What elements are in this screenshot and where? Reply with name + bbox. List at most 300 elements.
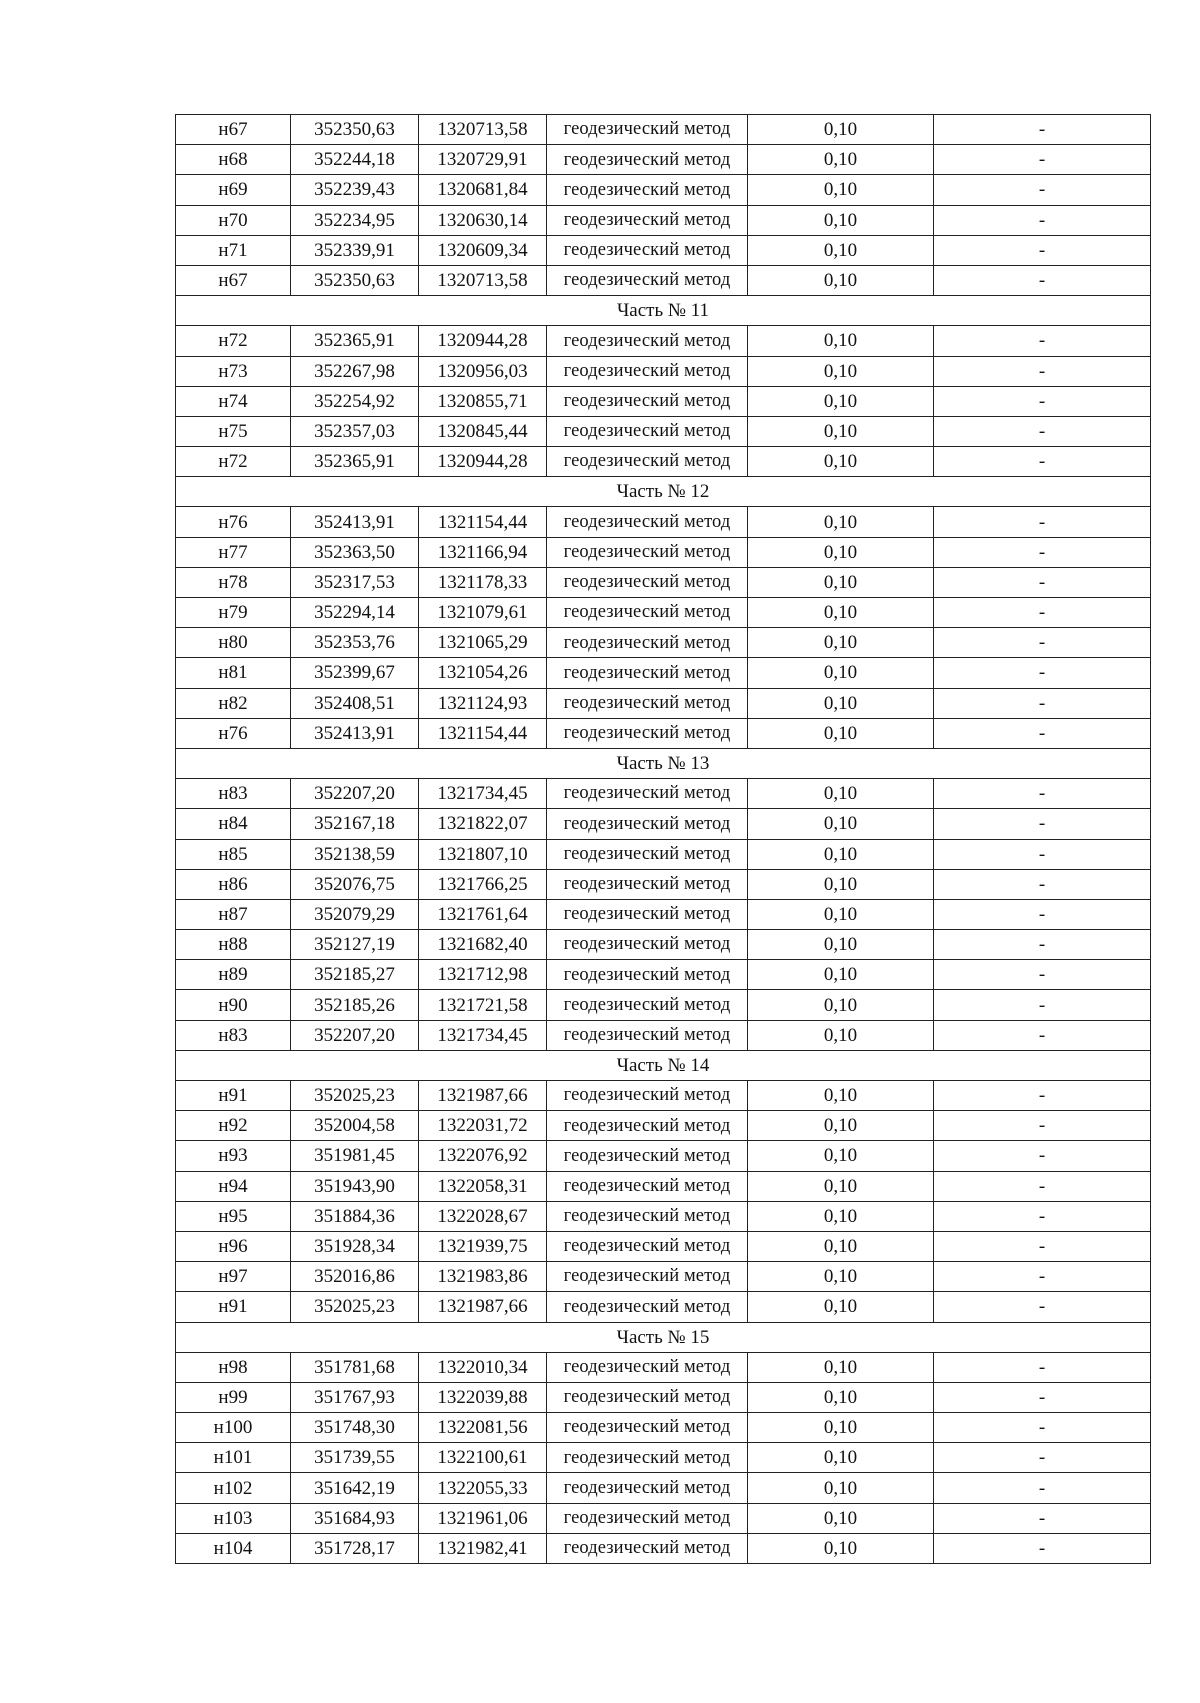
- determination-method-cell: геодезический метод: [547, 145, 748, 175]
- determination-method-cell: геодезический метод: [547, 869, 748, 899]
- determination-method-cell: геодезический метод: [547, 1081, 748, 1111]
- determination-method-cell: геодезический метод: [547, 658, 748, 688]
- x-coordinate-cell: 352185,27: [291, 960, 419, 990]
- point-number-cell: н77: [176, 537, 291, 567]
- point-number-cell: н72: [176, 447, 291, 477]
- point-number-cell: н90: [176, 990, 291, 1020]
- y-coordinate-cell: 1321766,25: [419, 869, 547, 899]
- point-number-cell: н72: [176, 326, 291, 356]
- x-coordinate-cell: 352357,03: [291, 416, 419, 446]
- table-row: [176, 205, 1151, 235]
- y-coordinate-cell: 1320713,58: [419, 265, 547, 295]
- point-number-cell: н91: [176, 1081, 291, 1111]
- table-row: [176, 175, 1151, 205]
- determination-method-cell: геодезический метод: [547, 416, 748, 446]
- point-number-cell: н71: [176, 235, 291, 265]
- determination-method-cell: геодезический метод: [547, 235, 748, 265]
- determination-method-cell: геодезический метод: [547, 930, 748, 960]
- x-coordinate-cell: 352413,91: [291, 507, 419, 537]
- y-coordinate-cell: 1321712,98: [419, 960, 547, 990]
- accuracy-cell: 0,10: [748, 1413, 934, 1443]
- point-description-cell: -: [934, 175, 1151, 205]
- y-coordinate-cell: 1320845,44: [419, 416, 547, 446]
- y-coordinate-cell: 1320944,28: [419, 326, 547, 356]
- table-row: [176, 1292, 1151, 1322]
- x-coordinate-cell: 352185,26: [291, 990, 419, 1020]
- determination-method-cell: геодезический метод: [547, 1231, 748, 1261]
- determination-method-cell: геодезический метод: [547, 356, 748, 386]
- y-coordinate-cell: 1321166,94: [419, 537, 547, 567]
- x-coordinate-cell: 352350,63: [291, 265, 419, 295]
- point-description-cell: -: [934, 1382, 1151, 1412]
- determination-method-cell: геодезический метод: [547, 507, 748, 537]
- table-row: [176, 567, 1151, 597]
- table-row: [176, 1201, 1151, 1231]
- x-coordinate-cell: 351928,34: [291, 1231, 419, 1261]
- accuracy-cell: 0,10: [748, 1292, 934, 1322]
- point-number-cell: н92: [176, 1111, 291, 1141]
- determination-method-cell: геодезический метод: [547, 205, 748, 235]
- point-number-cell: н100: [176, 1413, 291, 1443]
- determination-method-cell: геодезический метод: [547, 326, 748, 356]
- accuracy-cell: 0,10: [748, 1503, 934, 1533]
- table-row: [176, 265, 1151, 295]
- point-description-cell: -: [934, 598, 1151, 628]
- x-coordinate-cell: 352363,50: [291, 537, 419, 567]
- accuracy-cell: 0,10: [748, 960, 934, 990]
- determination-method-cell: геодезический метод: [547, 1141, 748, 1171]
- y-coordinate-cell: 1321721,58: [419, 990, 547, 1020]
- point-description-cell: -: [934, 145, 1151, 175]
- y-coordinate-cell: 1320855,71: [419, 386, 547, 416]
- point-description-cell: -: [934, 628, 1151, 658]
- accuracy-cell: 0,10: [748, 326, 934, 356]
- accuracy-cell: 0,10: [748, 416, 934, 446]
- point-number-cell: н89: [176, 960, 291, 990]
- determination-method-cell: геодезический метод: [547, 265, 748, 295]
- part-header-row: [176, 477, 1151, 507]
- accuracy-cell: 0,10: [748, 1533, 934, 1563]
- point-description-cell: -: [934, 899, 1151, 929]
- point-description-cell: -: [934, 265, 1151, 295]
- table-row: [176, 809, 1151, 839]
- x-coordinate-cell: 351748,30: [291, 1413, 419, 1443]
- part-title: Часть № 15: [176, 1322, 1151, 1352]
- point-number-cell: н84: [176, 809, 291, 839]
- y-coordinate-cell: 1321682,40: [419, 930, 547, 960]
- y-coordinate-cell: 1322010,34: [419, 1352, 547, 1382]
- y-coordinate-cell: 1320609,34: [419, 235, 547, 265]
- point-description-cell: -: [934, 235, 1151, 265]
- table-row: [176, 235, 1151, 265]
- y-coordinate-cell: 1321983,86: [419, 1262, 547, 1292]
- point-number-cell: н82: [176, 688, 291, 718]
- point-number-cell: н102: [176, 1473, 291, 1503]
- determination-method-cell: геодезический метод: [547, 1503, 748, 1533]
- accuracy-cell: 0,10: [748, 1141, 934, 1171]
- x-coordinate-cell: 352239,43: [291, 175, 419, 205]
- accuracy-cell: 0,10: [748, 1382, 934, 1412]
- y-coordinate-cell: 1321154,44: [419, 718, 547, 748]
- determination-method-cell: геодезический метод: [547, 899, 748, 929]
- point-description-cell: -: [934, 839, 1151, 869]
- y-coordinate-cell: 1322100,61: [419, 1443, 547, 1473]
- accuracy-cell: 0,10: [748, 145, 934, 175]
- x-coordinate-cell: 352408,51: [291, 688, 419, 718]
- accuracy-cell: 0,10: [748, 718, 934, 748]
- point-number-cell: н96: [176, 1231, 291, 1261]
- determination-method-cell: геодезический метод: [547, 1352, 748, 1382]
- table-row: [176, 839, 1151, 869]
- y-coordinate-cell: 1321987,66: [419, 1292, 547, 1322]
- y-coordinate-cell: 1322055,33: [419, 1473, 547, 1503]
- x-coordinate-cell: 352079,29: [291, 899, 419, 929]
- accuracy-cell: 0,10: [748, 386, 934, 416]
- y-coordinate-cell: 1322028,67: [419, 1201, 547, 1231]
- determination-method-cell: геодезический метод: [547, 1382, 748, 1412]
- y-coordinate-cell: 1322039,88: [419, 1382, 547, 1412]
- y-coordinate-cell: 1320713,58: [419, 115, 547, 145]
- determination-method-cell: геодезический метод: [547, 688, 748, 718]
- accuracy-cell: 0,10: [748, 1473, 934, 1503]
- accuracy-cell: 0,10: [748, 1111, 934, 1141]
- determination-method-cell: геодезический метод: [547, 386, 748, 416]
- table-row: [176, 1473, 1151, 1503]
- point-description-cell: -: [934, 447, 1151, 477]
- accuracy-cell: 0,10: [748, 628, 934, 658]
- x-coordinate-cell: 351943,90: [291, 1171, 419, 1201]
- x-coordinate-cell: 352317,53: [291, 567, 419, 597]
- table-row: [176, 1141, 1151, 1171]
- x-coordinate-cell: 352365,91: [291, 447, 419, 477]
- x-coordinate-cell: 352016,86: [291, 1262, 419, 1292]
- determination-method-cell: геодезический метод: [547, 537, 748, 567]
- y-coordinate-cell: 1321734,45: [419, 779, 547, 809]
- point-description-cell: -: [934, 1443, 1151, 1473]
- table-row: [176, 1020, 1151, 1050]
- table-row: [176, 1171, 1151, 1201]
- point-description-cell: -: [934, 1111, 1151, 1141]
- point-description-cell: -: [934, 1533, 1151, 1563]
- determination-method-cell: геодезический метод: [547, 175, 748, 205]
- y-coordinate-cell: 1320729,91: [419, 145, 547, 175]
- table-row: [176, 1413, 1151, 1443]
- y-coordinate-cell: 1321982,41: [419, 1533, 547, 1563]
- point-number-cell: н85: [176, 839, 291, 869]
- x-coordinate-cell: 351739,55: [291, 1443, 419, 1473]
- point-description-cell: -: [934, 1201, 1151, 1231]
- x-coordinate-cell: 351642,19: [291, 1473, 419, 1503]
- determination-method-cell: геодезический метод: [547, 115, 748, 145]
- table-row: [176, 688, 1151, 718]
- x-coordinate-cell: 352353,76: [291, 628, 419, 658]
- determination-method-cell: геодезический метод: [547, 839, 748, 869]
- determination-method-cell: геодезический метод: [547, 1413, 748, 1443]
- table-row: [176, 658, 1151, 688]
- point-description-cell: -: [934, 386, 1151, 416]
- point-description-cell: -: [934, 1141, 1151, 1171]
- table-row: [176, 1382, 1151, 1412]
- table-row: [176, 115, 1151, 145]
- point-number-cell: н75: [176, 416, 291, 446]
- point-description-cell: -: [934, 115, 1151, 145]
- table-row: [176, 326, 1151, 356]
- table-row: [176, 537, 1151, 567]
- point-number-cell: н83: [176, 779, 291, 809]
- point-description-cell: -: [934, 1020, 1151, 1050]
- accuracy-cell: 0,10: [748, 356, 934, 386]
- point-description-cell: -: [934, 1081, 1151, 1111]
- determination-method-cell: геодезический метод: [547, 598, 748, 628]
- point-number-cell: н87: [176, 899, 291, 929]
- determination-method-cell: геодезический метод: [547, 1111, 748, 1141]
- point-number-cell: н74: [176, 386, 291, 416]
- accuracy-cell: 0,10: [748, 839, 934, 869]
- point-number-cell: н98: [176, 1352, 291, 1382]
- table-row: [176, 779, 1151, 809]
- accuracy-cell: 0,10: [748, 265, 934, 295]
- table-row: [176, 628, 1151, 658]
- table-row: [176, 1443, 1151, 1473]
- table-row: [176, 386, 1151, 416]
- determination-method-cell: геодезический метод: [547, 718, 748, 748]
- x-coordinate-cell: 352399,67: [291, 658, 419, 688]
- point-description-cell: -: [934, 1231, 1151, 1261]
- accuracy-cell: 0,10: [748, 1352, 934, 1382]
- point-number-cell: н68: [176, 145, 291, 175]
- x-coordinate-cell: 352167,18: [291, 809, 419, 839]
- determination-method-cell: геодезический метод: [547, 779, 748, 809]
- point-description-cell: -: [934, 507, 1151, 537]
- point-number-cell: н67: [176, 115, 291, 145]
- y-coordinate-cell: 1320956,03: [419, 356, 547, 386]
- part-title: Часть № 11: [176, 296, 1151, 326]
- determination-method-cell: геодезический метод: [547, 1473, 748, 1503]
- x-coordinate-cell: 351728,17: [291, 1533, 419, 1563]
- accuracy-cell: 0,10: [748, 1231, 934, 1261]
- table-row: [176, 869, 1151, 899]
- point-description-cell: -: [934, 1413, 1151, 1443]
- accuracy-cell: 0,10: [748, 869, 934, 899]
- determination-method-cell: геодезический метод: [547, 960, 748, 990]
- point-description-cell: -: [934, 779, 1151, 809]
- table-row: [176, 990, 1151, 1020]
- determination-method-cell: геодезический метод: [547, 1171, 748, 1201]
- point-number-cell: н91: [176, 1292, 291, 1322]
- accuracy-cell: 0,10: [748, 507, 934, 537]
- y-coordinate-cell: 1321734,45: [419, 1020, 547, 1050]
- y-coordinate-cell: 1321124,93: [419, 688, 547, 718]
- point-number-cell: н97: [176, 1262, 291, 1292]
- x-coordinate-cell: 352025,23: [291, 1292, 419, 1322]
- determination-method-cell: геодезический метод: [547, 1443, 748, 1473]
- y-coordinate-cell: 1320630,14: [419, 205, 547, 235]
- point-number-cell: н93: [176, 1141, 291, 1171]
- y-coordinate-cell: 1321961,06: [419, 1503, 547, 1533]
- y-coordinate-cell: 1321065,29: [419, 628, 547, 658]
- y-coordinate-cell: 1321987,66: [419, 1081, 547, 1111]
- x-coordinate-cell: 352076,75: [291, 869, 419, 899]
- point-description-cell: -: [934, 688, 1151, 718]
- table-row: [176, 1262, 1151, 1292]
- table-row: [176, 899, 1151, 929]
- coordinates-table: [175, 114, 1151, 1564]
- point-description-cell: -: [934, 205, 1151, 235]
- x-coordinate-cell: 351781,68: [291, 1352, 419, 1382]
- accuracy-cell: 0,10: [748, 990, 934, 1020]
- point-number-cell: н70: [176, 205, 291, 235]
- y-coordinate-cell: 1321939,75: [419, 1231, 547, 1261]
- determination-method-cell: геодезический метод: [547, 1292, 748, 1322]
- table-row: [176, 1081, 1151, 1111]
- point-number-cell: н81: [176, 658, 291, 688]
- accuracy-cell: 0,10: [748, 447, 934, 477]
- point-description-cell: -: [934, 1262, 1151, 1292]
- x-coordinate-cell: 352127,19: [291, 930, 419, 960]
- table-row: [176, 356, 1151, 386]
- table-row: [176, 145, 1151, 175]
- x-coordinate-cell: 352025,23: [291, 1081, 419, 1111]
- y-coordinate-cell: 1322058,31: [419, 1171, 547, 1201]
- part-header-row: [176, 748, 1151, 778]
- coordinates-table-body: [176, 115, 1151, 1564]
- x-coordinate-cell: 352207,20: [291, 1020, 419, 1050]
- point-number-cell: н76: [176, 718, 291, 748]
- point-number-cell: н73: [176, 356, 291, 386]
- determination-method-cell: геодезический метод: [547, 1262, 748, 1292]
- x-coordinate-cell: 352207,20: [291, 779, 419, 809]
- accuracy-cell: 0,10: [748, 175, 934, 205]
- determination-method-cell: геодезический метод: [547, 990, 748, 1020]
- y-coordinate-cell: 1321154,44: [419, 507, 547, 537]
- y-coordinate-cell: 1321178,33: [419, 567, 547, 597]
- point-description-cell: -: [934, 1171, 1151, 1201]
- point-number-cell: н76: [176, 507, 291, 537]
- point-number-cell: н95: [176, 1201, 291, 1231]
- point-description-cell: -: [934, 537, 1151, 567]
- accuracy-cell: 0,10: [748, 1443, 934, 1473]
- determination-method-cell: геодезический метод: [547, 1201, 748, 1231]
- y-coordinate-cell: 1321761,64: [419, 899, 547, 929]
- accuracy-cell: 0,10: [748, 205, 934, 235]
- point-number-cell: н79: [176, 598, 291, 628]
- accuracy-cell: 0,10: [748, 1081, 934, 1111]
- y-coordinate-cell: 1321807,10: [419, 839, 547, 869]
- part-title: Часть № 14: [176, 1050, 1151, 1080]
- point-number-cell: н104: [176, 1533, 291, 1563]
- table-row: [176, 1111, 1151, 1141]
- table-row: [176, 416, 1151, 446]
- point-description-cell: -: [934, 567, 1151, 597]
- point-number-cell: н86: [176, 869, 291, 899]
- accuracy-cell: 0,10: [748, 115, 934, 145]
- table-row: [176, 1503, 1151, 1533]
- table-row: [176, 1533, 1151, 1563]
- point-description-cell: -: [934, 658, 1151, 688]
- point-description-cell: -: [934, 718, 1151, 748]
- point-number-cell: н78: [176, 567, 291, 597]
- y-coordinate-cell: 1322076,92: [419, 1141, 547, 1171]
- x-coordinate-cell: 352004,58: [291, 1111, 419, 1141]
- y-coordinate-cell: 1322031,72: [419, 1111, 547, 1141]
- determination-method-cell: геодезический метод: [547, 447, 748, 477]
- determination-method-cell: геодезический метод: [547, 567, 748, 597]
- accuracy-cell: 0,10: [748, 1201, 934, 1231]
- accuracy-cell: 0,10: [748, 235, 934, 265]
- accuracy-cell: 0,10: [748, 537, 934, 567]
- accuracy-cell: 0,10: [748, 1020, 934, 1050]
- x-coordinate-cell: 352294,14: [291, 598, 419, 628]
- x-coordinate-cell: 352267,98: [291, 356, 419, 386]
- accuracy-cell: 0,10: [748, 598, 934, 628]
- point-number-cell: н103: [176, 1503, 291, 1533]
- point-description-cell: -: [934, 1503, 1151, 1533]
- y-coordinate-cell: 1320944,28: [419, 447, 547, 477]
- accuracy-cell: 0,10: [748, 688, 934, 718]
- point-description-cell: -: [934, 1352, 1151, 1382]
- point-number-cell: н94: [176, 1171, 291, 1201]
- accuracy-cell: 0,10: [748, 899, 934, 929]
- x-coordinate-cell: 352413,91: [291, 718, 419, 748]
- table-row: [176, 447, 1151, 477]
- y-coordinate-cell: 1321079,61: [419, 598, 547, 628]
- x-coordinate-cell: 352244,18: [291, 145, 419, 175]
- determination-method-cell: геодезический метод: [547, 1020, 748, 1050]
- point-description-cell: -: [934, 326, 1151, 356]
- point-description-cell: -: [934, 960, 1151, 990]
- point-description-cell: -: [934, 356, 1151, 386]
- x-coordinate-cell: 351884,36: [291, 1201, 419, 1231]
- determination-method-cell: геодезический метод: [547, 1533, 748, 1563]
- point-number-cell: н88: [176, 930, 291, 960]
- point-description-cell: -: [934, 809, 1151, 839]
- table-row: [176, 930, 1151, 960]
- x-coordinate-cell: 351981,45: [291, 1141, 419, 1171]
- x-coordinate-cell: 352350,63: [291, 115, 419, 145]
- table-row: [176, 507, 1151, 537]
- accuracy-cell: 0,10: [748, 779, 934, 809]
- x-coordinate-cell: 352234,95: [291, 205, 419, 235]
- point-description-cell: -: [934, 869, 1151, 899]
- accuracy-cell: 0,10: [748, 930, 934, 960]
- accuracy-cell: 0,10: [748, 658, 934, 688]
- part-title: Часть № 13: [176, 748, 1151, 778]
- x-coordinate-cell: 351684,93: [291, 1503, 419, 1533]
- part-header-row: [176, 1050, 1151, 1080]
- point-description-cell: -: [934, 416, 1151, 446]
- point-number-cell: н67: [176, 265, 291, 295]
- x-coordinate-cell: 352254,92: [291, 386, 419, 416]
- table-row: [176, 960, 1151, 990]
- point-number-cell: н80: [176, 628, 291, 658]
- point-number-cell: н101: [176, 1443, 291, 1473]
- point-description-cell: -: [934, 1292, 1151, 1322]
- y-coordinate-cell: 1321054,26: [419, 658, 547, 688]
- table-row: [176, 1352, 1151, 1382]
- x-coordinate-cell: 352138,59: [291, 839, 419, 869]
- point-description-cell: -: [934, 930, 1151, 960]
- point-description-cell: -: [934, 1473, 1151, 1503]
- accuracy-cell: 0,10: [748, 1262, 934, 1292]
- part-title: Часть № 12: [176, 477, 1151, 507]
- determination-method-cell: геодезический метод: [547, 628, 748, 658]
- y-coordinate-cell: 1322081,56: [419, 1413, 547, 1443]
- accuracy-cell: 0,10: [748, 809, 934, 839]
- part-header-row: [176, 1322, 1151, 1352]
- accuracy-cell: 0,10: [748, 567, 934, 597]
- table-row: [176, 598, 1151, 628]
- x-coordinate-cell: 352339,91: [291, 235, 419, 265]
